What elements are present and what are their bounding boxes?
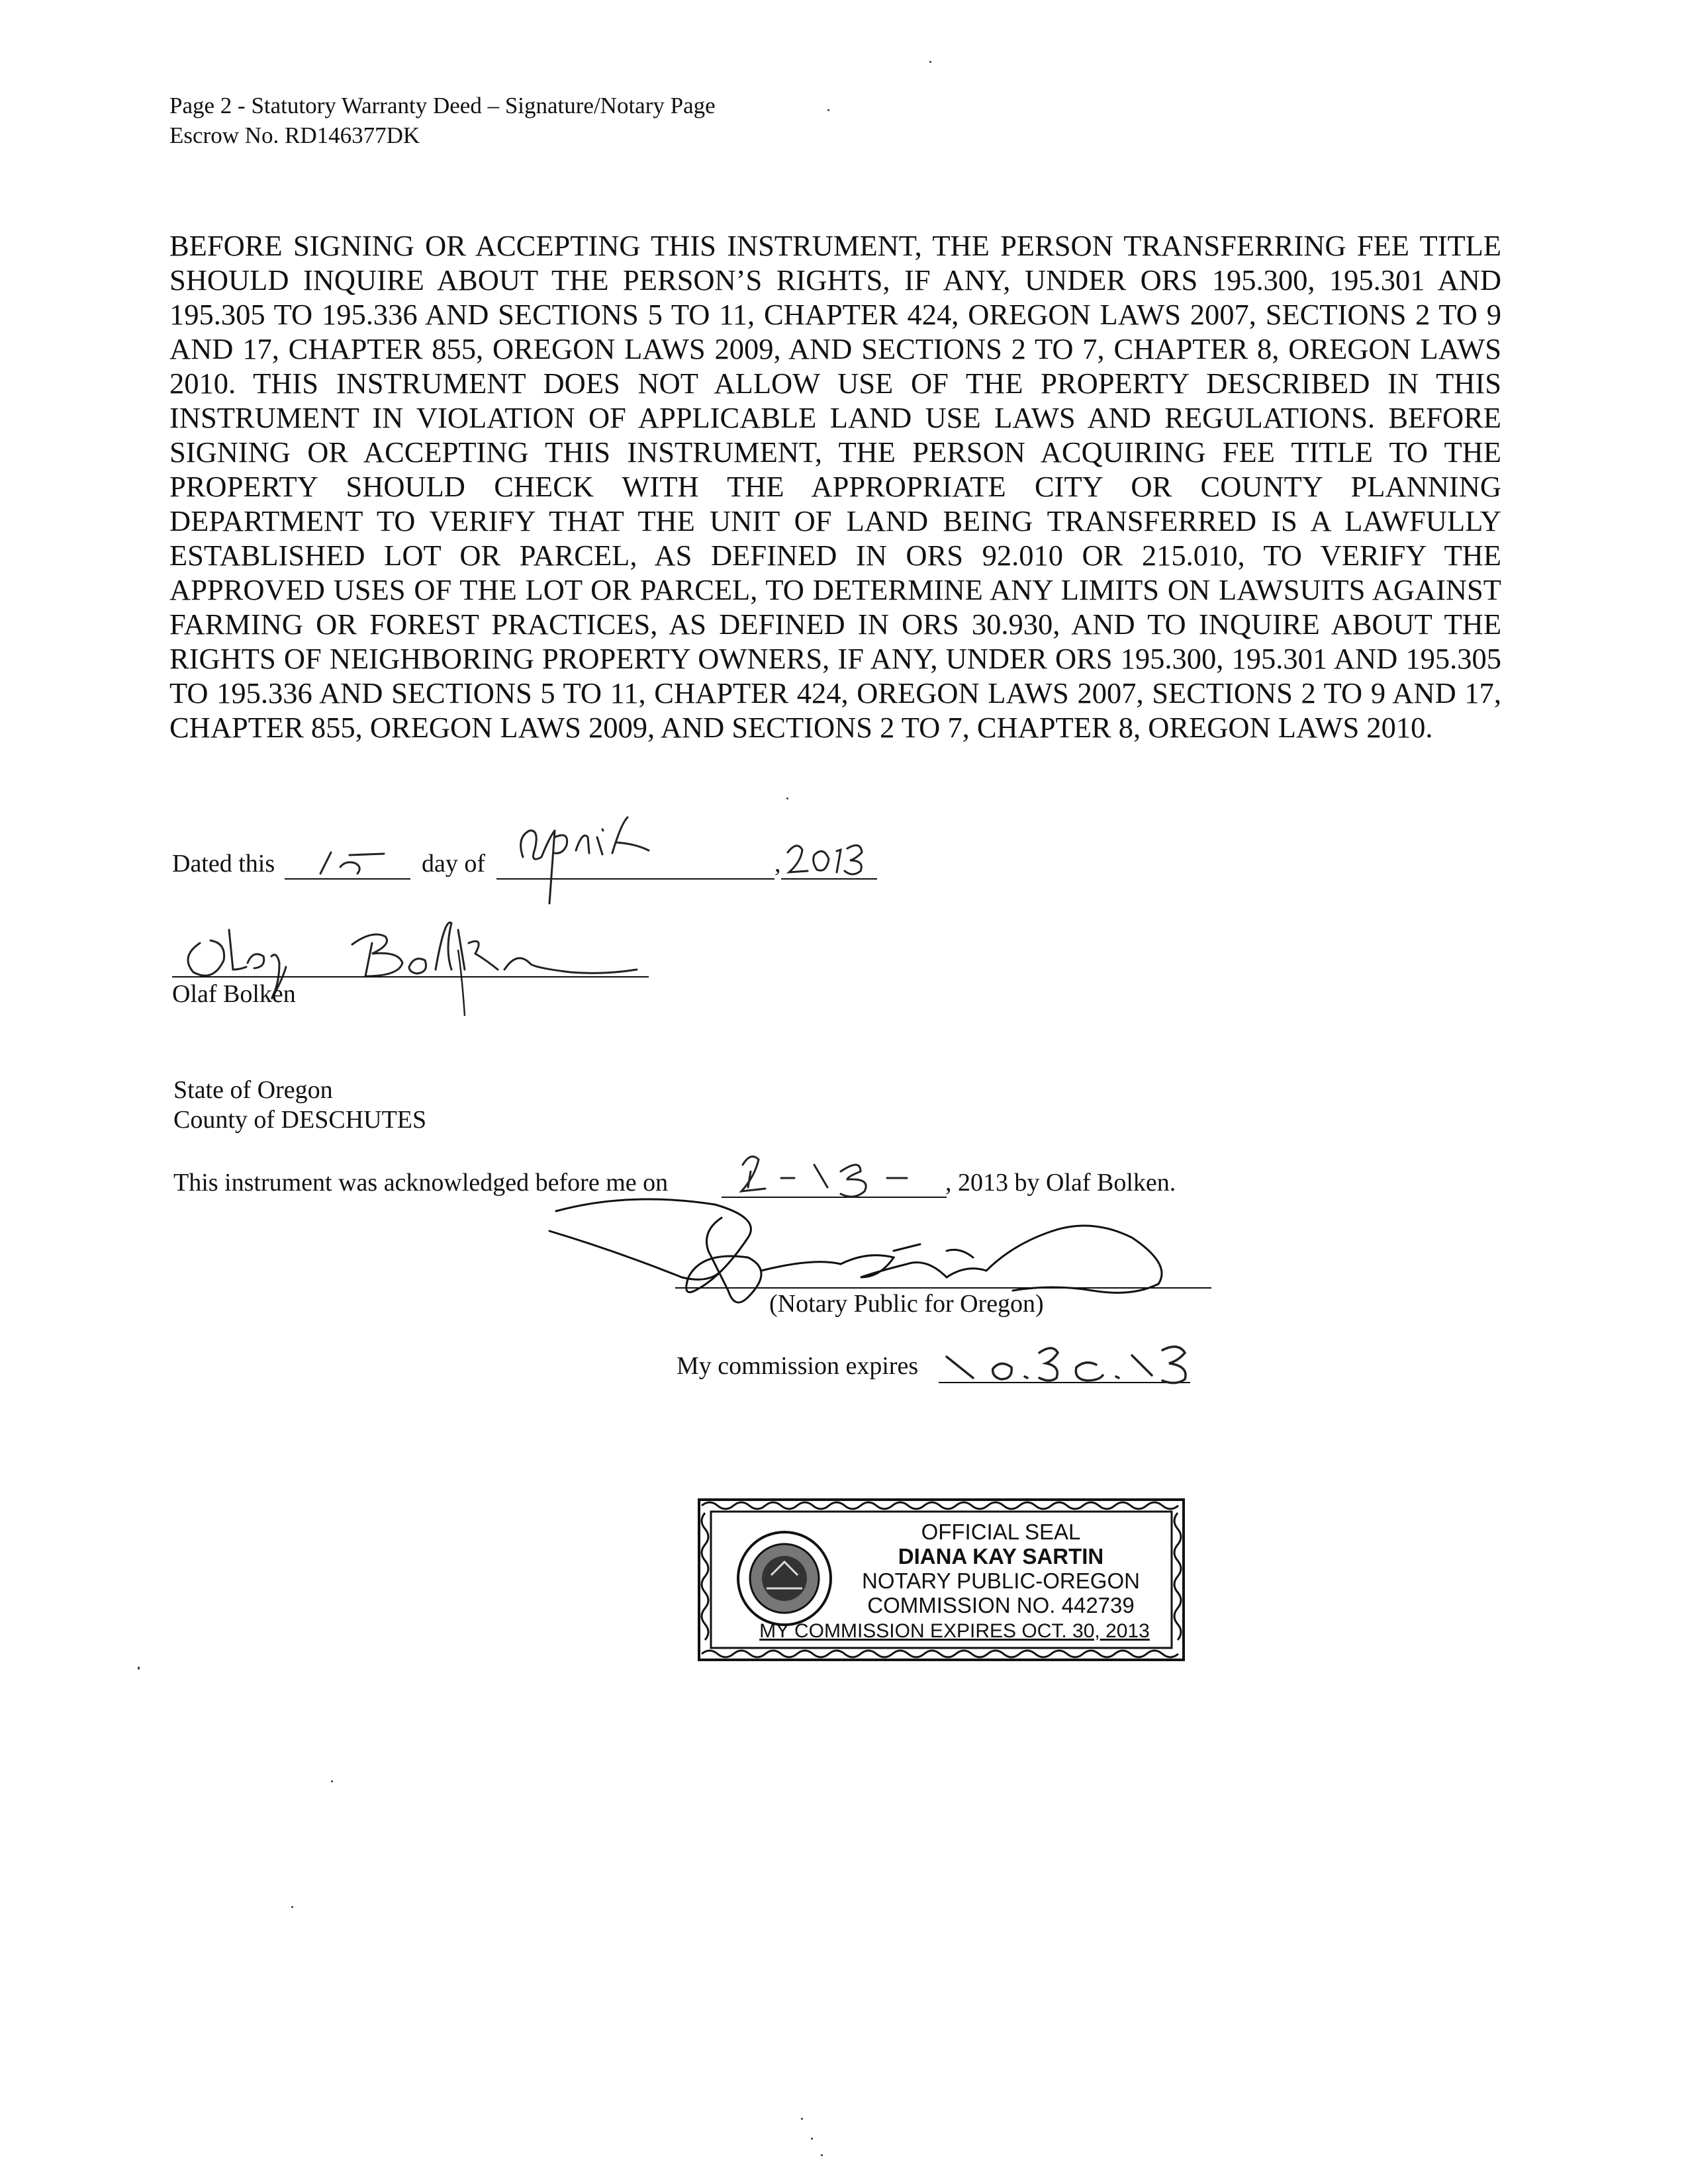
state-seal-emblem (735, 1529, 834, 1628)
scan-speck (138, 1666, 140, 1670)
notary-title: (Notary Public for Oregon) (769, 1290, 1044, 1318)
dated-comma: , (774, 850, 781, 878)
seal-notary-name: DIANA KAY SARTIN (898, 1544, 1104, 1569)
escrow-number: Escrow No. RD146377DK (169, 122, 420, 148)
handwritten-month (503, 811, 675, 917)
handwritten-commission-date (940, 1337, 1225, 1396)
seal-commission-number: COMMISSION NO. 442739 (867, 1593, 1135, 1617)
grantor-name: Olaf Bolken (172, 980, 296, 1008)
seal-line-official: OFFICIAL SEAL (921, 1520, 1081, 1544)
day-of-label: day of (422, 850, 486, 878)
scan-speck (786, 797, 788, 799)
statutory-notice: BEFORE SIGNING OR ACCEPTING THIS INSTRUMENT, THE PERSON TRANSFERRING FEE TITLE SHOULD INQUIRE ABOUT THE PERSON’S RIGHTS, IF ANY, UNDER ORS 195.300, 195.301 AND 195.305 TO 195.336 AND SECTIONS 5 TO 11, CHAPTER 424, OREGON LAWS 2007, SECTIONS 2 TO 9 AND 17, CHAPTER 855, OREGON LAWS 2009, AND SECTIONS 2 TO 7, CHAPTER 8, OREGON LAWS 2010. THIS INSTRUMENT DOES NOT ALLOW USE OF THE PROPERTY DESCRIBED IN THIS INSTRUMENT IN VIOLATION OF APPLICABLE LAND USE LAWS AND REGULATIONS. BEFORE SIGNING OR ACCEPTING THIS INSTRUMENT, THE PERSON ACQUIRING FEE TITLE TO THE PROPERTY SHOULD CHECK WITH THE APPROPRIATE CITY OR COUNTY PLANNING DEPARTMENT TO VERIFY THAT THE UNIT OF LAND BEING TRANSFERRED IS A LAWFULLY ESTABLISHED LOT OR PARCEL, AS DEFINED IN ORS 92.010 OR 215.010, TO VERIFY THE APPROVED USES OF THE LOT OR PARCEL, TO DETERMINE ANY LIMITS ON LAWSUITS AGAINST FARMING OR FOREST PRACTICES, AS DEFINED IN ORS 30.930, AND TO INQUIRE ABOUT THE RIGHTS OF NEIGHBORING PROPERTY OWNERS, IF ANY, UNDER ORS 195.300, 195.301 AND 195.305 TO 195.336 AND SECTIONS 5 TO 11, CHAPTER 424, OREGON LAWS 2007, SECTIONS 2 TO 9 AND 17, CHAPTER 855, OREGON LAWS 2009, AND SECTIONS 2 TO 7, CHAPTER 8, OREGON LAWS 2010. (169, 229, 1501, 744)
commission-label: My commission expires (677, 1352, 919, 1380)
notary-signature-line (675, 1287, 1211, 1289)
scan-speck (827, 109, 829, 111)
scan-speck (801, 2118, 803, 2120)
scan-speck (291, 1906, 293, 1908)
dated-prefix: Dated this (172, 850, 275, 878)
handwritten-year (781, 835, 894, 882)
seal-notary-public: NOTARY PUBLIC-OREGON (862, 1569, 1140, 1593)
venue-state: State of Oregon (173, 1076, 333, 1104)
venue-county: County of DESCHUTES (173, 1106, 427, 1134)
scan-speck (331, 1780, 333, 1782)
handwritten-day (311, 841, 404, 880)
scan-speck (929, 61, 931, 63)
signature-line (172, 976, 649, 978)
acknowledgment-prefix: This instrument was acknowledged before me on (173, 1169, 669, 1197)
scan-speck (811, 2138, 813, 2140)
page-title: Page 2 - Statutory Warranty Deed – Signature/Notary Page (169, 93, 716, 118)
seal-commission-expiry: MY COMMISSION EXPIRES OCT. 30, 2013 (759, 1620, 1150, 1642)
acknowledgment-suffix: , 2013 by Olaf Bolken. (945, 1169, 1176, 1197)
official-seal (696, 1497, 1186, 1662)
scan-speck (821, 2154, 823, 2156)
